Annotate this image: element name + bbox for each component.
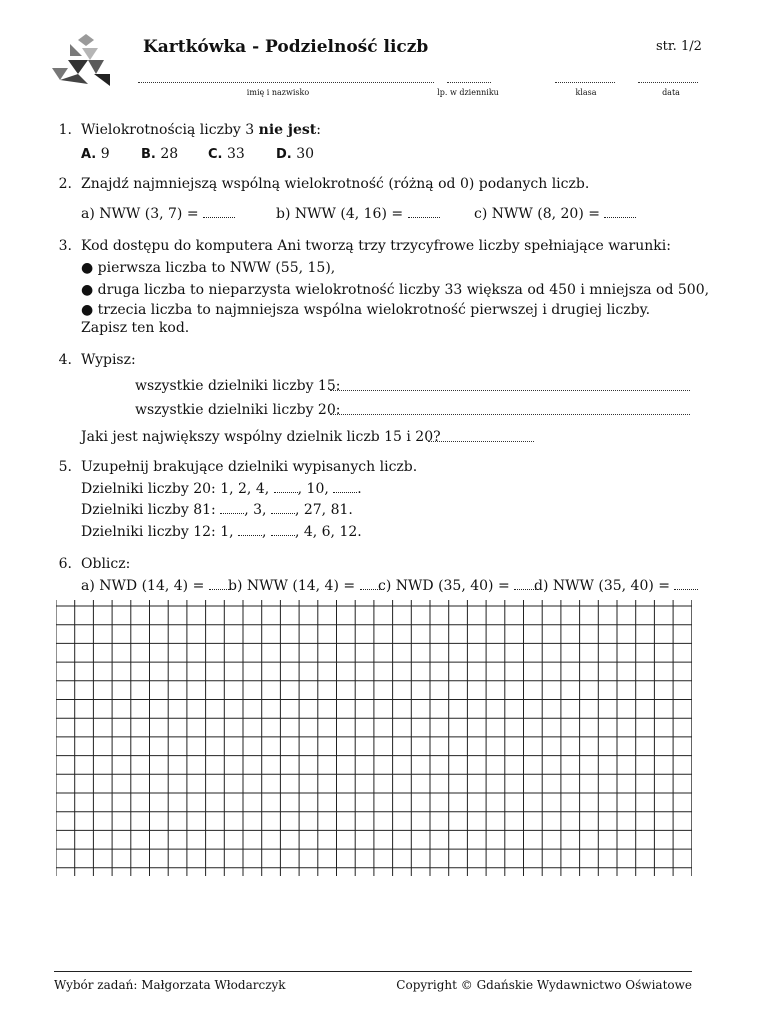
q4-answer-divisors-20[interactable] — [330, 404, 690, 415]
q1-option-a[interactable]: A. 9 — [81, 146, 110, 162]
q2-item-c: c) NWW (8, 20) = — [474, 204, 636, 224]
q1-text: Wielokrotnością liczby 3 nie jest: — [81, 122, 321, 138]
q6-item-b: b) NWW (14, 4) = — [228, 576, 384, 596]
q5-row-20: Dzielniki liczby 20: 1, 2, 4, , 10, . — [81, 481, 362, 497]
class-field-label: klasa — [575, 88, 597, 97]
q2-item-a: a) NWW (3, 7) = — [81, 204, 235, 224]
footer-copyright: Copyright © Gdańskie Wydawnictwo Oświatowe — [396, 978, 692, 992]
q1-option-d[interactable]: D. 30 — [276, 146, 315, 162]
q5-row-81: Dzielniki liczby 81: , 3, , 27, 81. — [81, 502, 353, 518]
date-field[interactable] — [638, 74, 698, 83]
q4-line1-label: wszystkie dzielniki liczby 15: — [135, 378, 341, 394]
q5-title: Uzupełnij brakujące dzielniki wypisanych liczb. — [81, 459, 418, 475]
q5-blank[interactable] — [220, 501, 244, 514]
q4-line3-label: Jaki jest największy wspólny dzielnik liczb 15 i 20? — [81, 429, 441, 445]
q5-row-12: Dzielniki liczby 12: 1, , , 4, 6, 12. — [81, 524, 362, 540]
name-field-label: imię i nazwisko — [246, 88, 310, 97]
q3-line: Kod dostępu do komputera Ani tworzą trzy trzycyfrowe liczby spełniające warunki: — [81, 238, 671, 254]
q3-line: ● trzecia liczba to najmniejsza wspólna wielokrotność pierwszej i drugiej liczby. — [81, 302, 651, 318]
q6-item-a: a) NWD (14, 4) = — [81, 576, 233, 596]
q4-answer-gcd[interactable] — [428, 431, 534, 442]
q6-number: 6. — [58, 556, 72, 572]
q5-blank[interactable] — [238, 523, 262, 536]
register-field-label: lp. w dzienniku — [437, 88, 499, 97]
q2-answer-c[interactable] — [604, 205, 636, 218]
footer-divider — [54, 971, 692, 972]
register-number-field[interactable] — [447, 74, 491, 83]
q2-item-b: b) NWW (4, 16) = — [276, 204, 440, 224]
q4-line2-label: wszystkie dzielniki liczby 20: — [135, 402, 341, 418]
q3-line: ● druga liczba to nieparzysta wielokrotność liczby 33 większa od 450 i mniejsza od 500, — [81, 282, 710, 298]
page-title: Kartkówka - Podzielność liczb — [143, 37, 429, 57]
q2-text: Znajdź najmniejszą wspólną wielokrotność (różną od 0) podanych liczb. — [81, 176, 590, 192]
q5-blank[interactable] — [274, 480, 298, 493]
footer-author: Wybór zadań: Małgorzata Włodarczyk — [54, 978, 286, 992]
q4-answer-divisors-15[interactable] — [330, 380, 690, 391]
q1-option-b[interactable]: B. 28 — [141, 146, 179, 162]
q6-title: Oblicz: — [81, 556, 131, 572]
q5-blank[interactable] — [271, 523, 295, 536]
name-field[interactable] — [138, 74, 434, 83]
date-field-label: data — [662, 88, 680, 97]
publisher-logo — [48, 34, 118, 88]
q6-answer-d[interactable] — [674, 577, 698, 590]
q3-line: Zapisz ten kod. — [81, 320, 190, 336]
class-field[interactable] — [555, 74, 615, 83]
q6-item-c: c) NWD (35, 40) = — [378, 576, 538, 596]
q2-answer-a[interactable] — [203, 205, 235, 218]
q2-number: 2. — [58, 176, 72, 192]
page-number: str. 1/2 — [656, 39, 702, 54]
q5-number: 5. — [58, 459, 72, 475]
q4-title: Wypisz: — [81, 352, 136, 368]
q1-number: 1. — [58, 122, 72, 138]
q3-line: ● pierwsza liczba to NWW (55, 15), — [81, 260, 336, 276]
q6-item-d: d) NWW (35, 40) = — [534, 576, 698, 596]
q2-answer-b[interactable] — [408, 205, 440, 218]
q4-number: 4. — [58, 352, 72, 368]
q1-option-c[interactable]: C. 33 — [208, 146, 245, 162]
q5-blank[interactable] — [333, 480, 357, 493]
grid-workspace[interactable] — [56, 600, 692, 876]
q3-number: 3. — [58, 238, 72, 254]
q5-blank[interactable] — [271, 501, 295, 514]
